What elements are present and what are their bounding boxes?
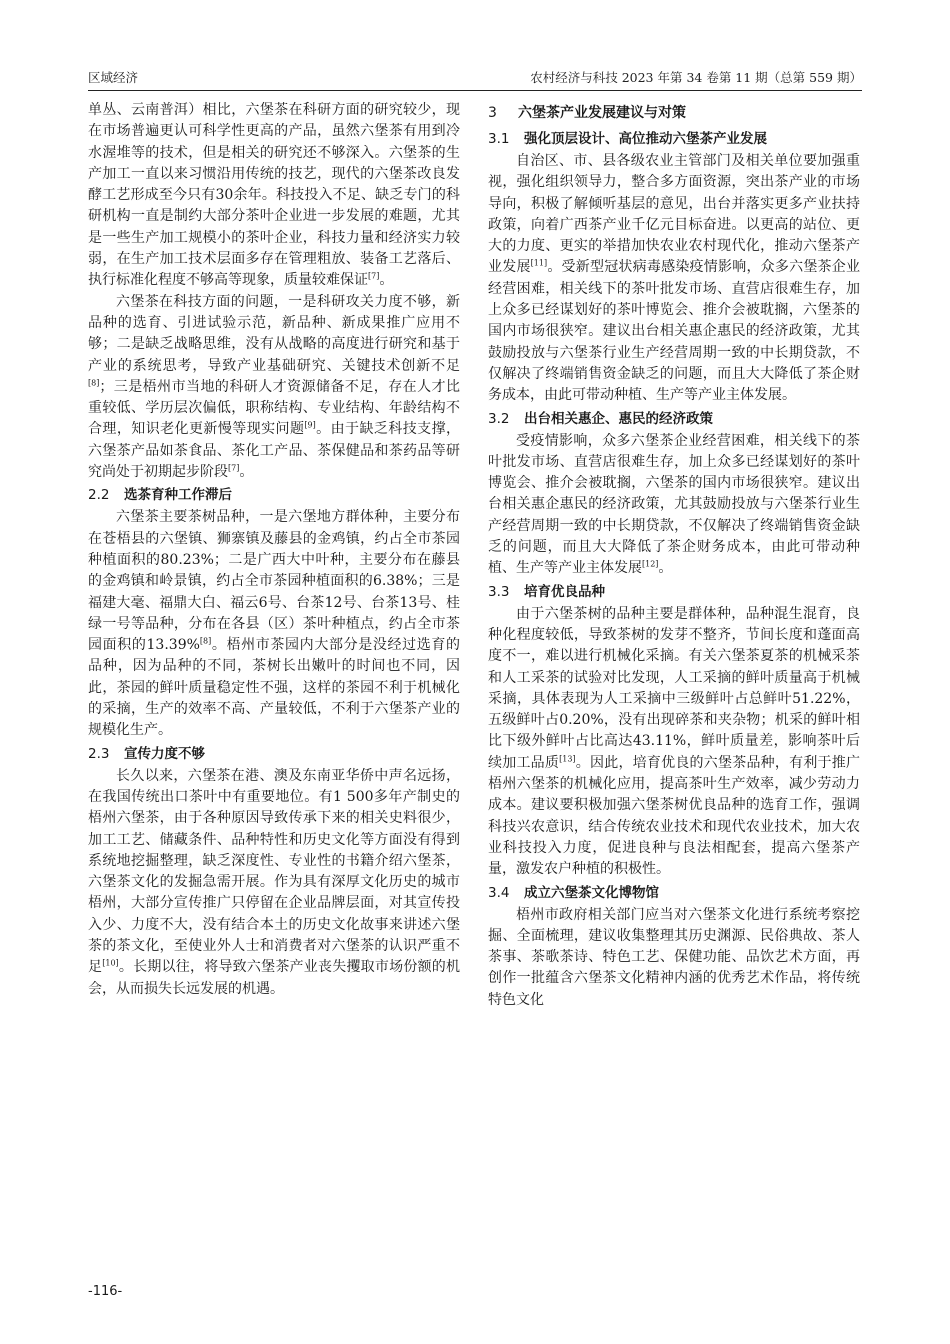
paragraph: 梧州市政府相关部门应当对六堡茶文化进行系统考察挖掘、全面梳理，建议收集整理其历史渊源、民俗典故、茶人茶事、茶歌茶诗、特色工艺、保健功能、品饮艺术方面，再创作一批蕴含六堡茶文化精神内涵的优秀艺术作品，将传统特色文化 bbox=[488, 906, 860, 1008]
section-heading-3-4: 3.4 成立六堡茶文化博物馆 bbox=[488, 884, 659, 901]
citation[interactable]: [11] bbox=[530, 258, 548, 268]
paragraph: 长久以来，六堡茶在港、澳及东南亚华侨中声名远扬，在我国传统出口茶叶中有重要地位。有1 500多年产制史的梧州六堡茶，由于各种原因导致传承下来的相关史料很少，加工工艺、储藏条件、品种特性和历史文化等方面没有得到系统地挖掘整理，缺乏深度性、专业性的书籍介绍六堡茶，六堡茶文化的发掘急需开展。作为具有深厚文化历史的城市梧州，大部分宣传推广只停留在企业品牌层面，对其宣传投入少、力度不大，没有结合本土的历史文化故事来讲述六堡茶的茶文化，至使业外人士和消费者对六堡茶的认识严重不足[10]。长期以往，将导致六堡茶产业丧失攫取市场份额的机会，从而损失长远发展的机遇。 bbox=[88, 767, 461, 997]
citation[interactable]: [12] bbox=[642, 559, 659, 569]
citation[interactable]: [7] bbox=[368, 271, 380, 281]
page-number: -116- bbox=[88, 1284, 123, 1299]
section-heading-2-3: 2.3 宣传力度不够 bbox=[88, 745, 205, 762]
running-header bbox=[88, 64, 862, 91]
citation[interactable]: [10] bbox=[102, 958, 119, 968]
section-heading-3-3: 3.3 培育优良品种 bbox=[488, 583, 605, 600]
section-heading-3-2: 3.2 出台相关惠企、惠民的经济政策 bbox=[488, 410, 713, 427]
header-section: 区域经济 bbox=[88, 70, 139, 85]
citation[interactable]: [9] bbox=[304, 420, 316, 430]
section-heading-3: 3 六堡茶产业发展建议与对策 bbox=[488, 105, 686, 121]
citation[interactable]: [13] bbox=[559, 754, 576, 764]
paragraph: 受疫情影响，众多六堡茶企业经营困难，相关线下的茶叶批发市场、直营店很难生存，加上众多已经谋划好的茶叶博览会、推介会被耽搁，六堡茶的国内市场很狭窄。建议出台相关惠企惠民的经济政策，尤其鼓励投放与六堡茶行业生产经营周期一致的中长期贷款，不仅解决了终端销售资金缺乏的问题，而且大大降低了茶企财务成本，由此可带动种植、生产等产业主体发展[12]。 bbox=[488, 432, 860, 577]
section-heading-2-2: 2.2 选茶育种工作滞后 bbox=[88, 487, 232, 504]
paragraph: 六堡茶在科技方面的问题，一是科研攻关力度不够，新品种的选育、引进试验示范，新品种、新成果推广应用不够；二是缺乏战略思维，没有从战略的高度进行研究和基于产业的系统思考，导致产业基础研究、关键技术创新不足[8]；三是梧州市当地的科研人才资源储备不足，存在人才比重较低、学历层次偏低，职称结构、专业结构、年龄结构不合理，知识老化更新慢等现实问题[9]。由于缺乏科技支撑，六堡茶产品如茶食品、茶化工产品、茶保健品和茶药品等研究尚处于初期起步阶段[7]。 bbox=[88, 293, 461, 481]
paragraph: 六堡茶主要茶树品种，一是六堡地方群体种，主要分布在苍梧县的六堡镇、狮寨镇及藤县的金鸡镇，约占全市茶园种植面积的80.23%；二是广西大中叶种，主要分布在藤县的金鸡镇和岭景镇，约占全市茶园种植面积的6.38%；三是福建大毫、福鼎大白、福云6号、台茶12号、台茶13号、桂绿一号等品种，分布在各县（区）茶叶种植点，约占全市茶园面积的13.39%[8]。梧州市茶园内大部分是没经过选育的品种，因为品种的不同，茶树长出嫩叶的时间也不同，因此，茶园的鲜叶质量稳定性不强，这样的茶园不利于机械化的采摘，生产的效率不高、产量较低，不利于六堡茶产业的规模化生产。 bbox=[88, 509, 461, 739]
citation[interactable]: [7] bbox=[228, 463, 240, 473]
citation[interactable]: [8] bbox=[199, 636, 212, 646]
header-journal: 农村经济与科技 2023 年第 34 卷第 11 期（总第 559 期） bbox=[530, 70, 862, 85]
paragraph: 自治区、市、县各级农业主管部门及相关单位要加强重视，强化组织领导力，整合多方面资源，突出茶产业的市场导向，积极了解倾听基层的意见，出台并落实更多产业扶持政策，向着广西茶产业千亿元目标奋进。以更高的站位、更大的力度、更实的举措加快农业农村现代化，推动六堡茶产业发展[11]。受新型冠状病毒感染疫情影响，众多六堡茶企业经营困难，相关线下的茶叶批发市场、直营店很难生存，加上众多已经谋划好的茶叶博览会、推介会被耽搁，六堡茶的国内市场很狭窄。建议出台相关惠企惠民的经济政策，尤其鼓励投放与六堡茶行业生产经营周期一致的中长期贷款，不仅解决了终端销售资金缺乏的问题，而且大大降低了茶企财务成本，由此可带动种植、生产等产业主体发展。 bbox=[488, 153, 861, 404]
citation[interactable]: [8] bbox=[88, 378, 100, 388]
right-column bbox=[488, 100, 860, 1011]
paragraph: 单丛、云南普洱）相比，六堡茶在科研方面的研究较少，现在市场普遍更认可科学性更高的产品，虽然六堡茶有用到冷水渥堆等的技术，但是相关的研究还不够深入。六堡茶的生产加工一直以来习惯沿用传统的技艺，现代的六堡茶改良发酵工艺形成至今只有30余年。科技投入不足、缺乏专门的科研机构一直是制约大部分茶叶企业进一步发展的难题，尤其是一些生产加工规模小的茶叶企业，科技力量和经济实力较弱，在生产加工技术层面多存在管理粗放、装备工艺落后、执行标准化程度不够高等现象，质量较难保证[7]。 bbox=[88, 102, 460, 289]
section-heading-3-1: 3.1 强化顶层设计、高位推动六堡茶产业发展 bbox=[488, 131, 767, 147]
paragraph: 由于六堡茶树的品种主要是群体种，品种混生混育，良种化程度较低，导致茶树的发芽不整齐，节间长度和蓬面高度不一，难以进行机械化采摘。有关六堡茶夏茶的机械采茶和人工采茶的试验对比发现，人工采摘的鲜叶质量高于机械采摘，具体表现为人工采摘中三级鲜叶占总鲜叶51.22%，五级鲜叶占0.20%，没有出现碎茶和夹杂物；机采的鲜叶相比下级外鲜叶占比高达43.11%，鲜叶质量差，影响茶叶后续加工品质[13]。因此，培育优良的六堡茶品种，有利于推广梧州六堡茶的机械化应用，提高茶叶生产效率，减少劳动力成本。建议要积极加强六堡茶树优良品种的选育工作，强调科技兴农意识，结合传统农业技术和现代农业技术，加大农业科技投入力度，促进良种与良法相配套，提高六堡茶产量，激发农户种植的积极性。 bbox=[488, 605, 861, 878]
left-column bbox=[88, 100, 460, 1000]
